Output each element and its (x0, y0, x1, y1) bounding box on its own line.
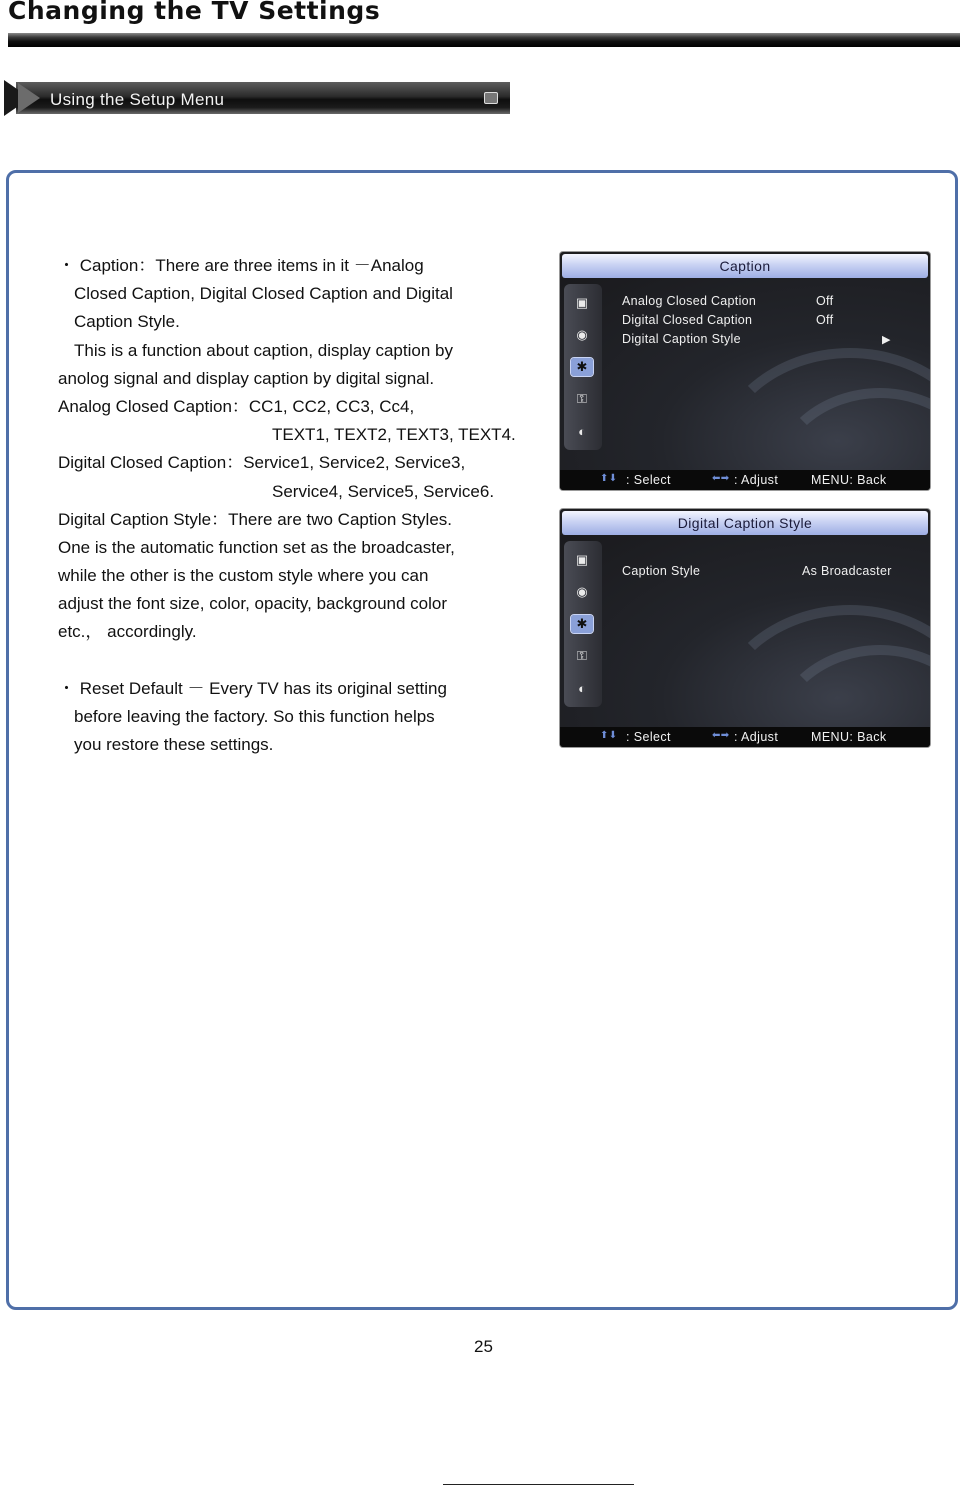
osd-item-label: Digital Closed Caption (622, 313, 753, 327)
arrow-right-icon: ▶ (882, 334, 891, 346)
text-line: Closed Caption, Digital Closed Caption and Digital (74, 284, 453, 304)
osd-body (560, 278, 930, 470)
chevron-right-icon (18, 83, 40, 113)
tv-icon: ▣ (575, 295, 589, 310)
osd-footer (560, 470, 930, 490)
text-line: while the other is the custom style where you can (58, 566, 429, 586)
text-line: Analog Closed Caption：CC1, CC2, CC3, Cc4, (58, 396, 415, 416)
disc-icon: ◉ (576, 327, 588, 342)
footer-adjust: : Adjust (734, 473, 779, 487)
setup-icon: ✱ (571, 358, 593, 376)
disc-icon: ◉ (576, 584, 588, 599)
osd-item-label: Digital Caption Style (622, 332, 741, 346)
osd-item-label: Caption Style (622, 564, 701, 578)
osd-item-value: Off (816, 294, 834, 308)
footer-select: : Select (626, 730, 671, 744)
text-line: TEXT1, TEXT2, TEXT3, TEXT4. (272, 425, 516, 445)
text-line: adjust the font size, color, opacity, background color (58, 594, 448, 614)
tv-icon: ▣ (575, 552, 589, 567)
text-line: Service4, Service5, Service6. (272, 481, 495, 501)
osd-item-label: Analog Closed Caption (622, 294, 757, 308)
osd-item-value: As Broadcaster (802, 564, 892, 578)
text-line: etc.， accordingly. (58, 622, 197, 642)
left-right-arrows-icon: ⬅➡ (712, 730, 730, 741)
caption-osd-screenshot (559, 251, 931, 491)
text-line: Caption Style. (74, 312, 180, 332)
osd-body (560, 535, 930, 727)
text-line: ・ Caption：There are three items in it －Analog (58, 256, 424, 275)
osd-item-value: Off (816, 313, 834, 327)
title-rule (8, 33, 960, 47)
satellite-icon: ◐ (578, 423, 586, 439)
text-line: This is a function about caption, display caption by (74, 340, 453, 360)
footer-back: MENU: Back (811, 730, 887, 744)
osd-icon-bar (564, 284, 602, 450)
caption-style-osd-screenshot (559, 508, 931, 748)
setup-icon: ✱ (571, 615, 593, 633)
text-line: One is the automatic function set as the broadcaster, (58, 537, 455, 557)
page-title: Changing the TV Settings (8, 0, 381, 25)
osd-title: Digital Caption Style (562, 511, 928, 535)
text-line: Digital Caption Style：There are two Caption Styles. (58, 509, 453, 529)
text-line: anolog signal and display caption by digital signal. (58, 368, 435, 388)
footer-adjust: : Adjust (734, 730, 779, 744)
section-banner (4, 80, 510, 116)
text-line: ・ Reset Default － Every TV has its original setting (58, 678, 447, 698)
bottom-rule (443, 1484, 634, 1485)
footer-back: MENU: Back (811, 473, 887, 487)
text-line: Digital Closed Caption：Service1, Service2, Service3, (58, 453, 466, 473)
menu-icon (484, 92, 498, 104)
osd-icon-bar (564, 541, 602, 707)
section-title: Using the Setup Menu (50, 90, 225, 109)
text-line: you restore these settings. (74, 735, 274, 754)
up-down-arrows-icon: ⬆⬇ (600, 473, 618, 484)
osd-title: Caption (562, 254, 928, 278)
body-text (58, 252, 538, 759)
lock-icon: ⚿ (577, 391, 587, 406)
footer-select: : Select (626, 473, 671, 487)
up-down-arrows-icon: ⬆⬇ (600, 730, 618, 741)
satellite-icon: ◐ (578, 680, 586, 696)
page-number: 25 (474, 1337, 493, 1356)
lock-icon: ⚿ (577, 648, 587, 663)
left-right-arrows-icon: ⬅➡ (712, 473, 730, 484)
osd-footer (560, 727, 930, 747)
text-line: before leaving the factory. So this function helps (74, 706, 435, 726)
